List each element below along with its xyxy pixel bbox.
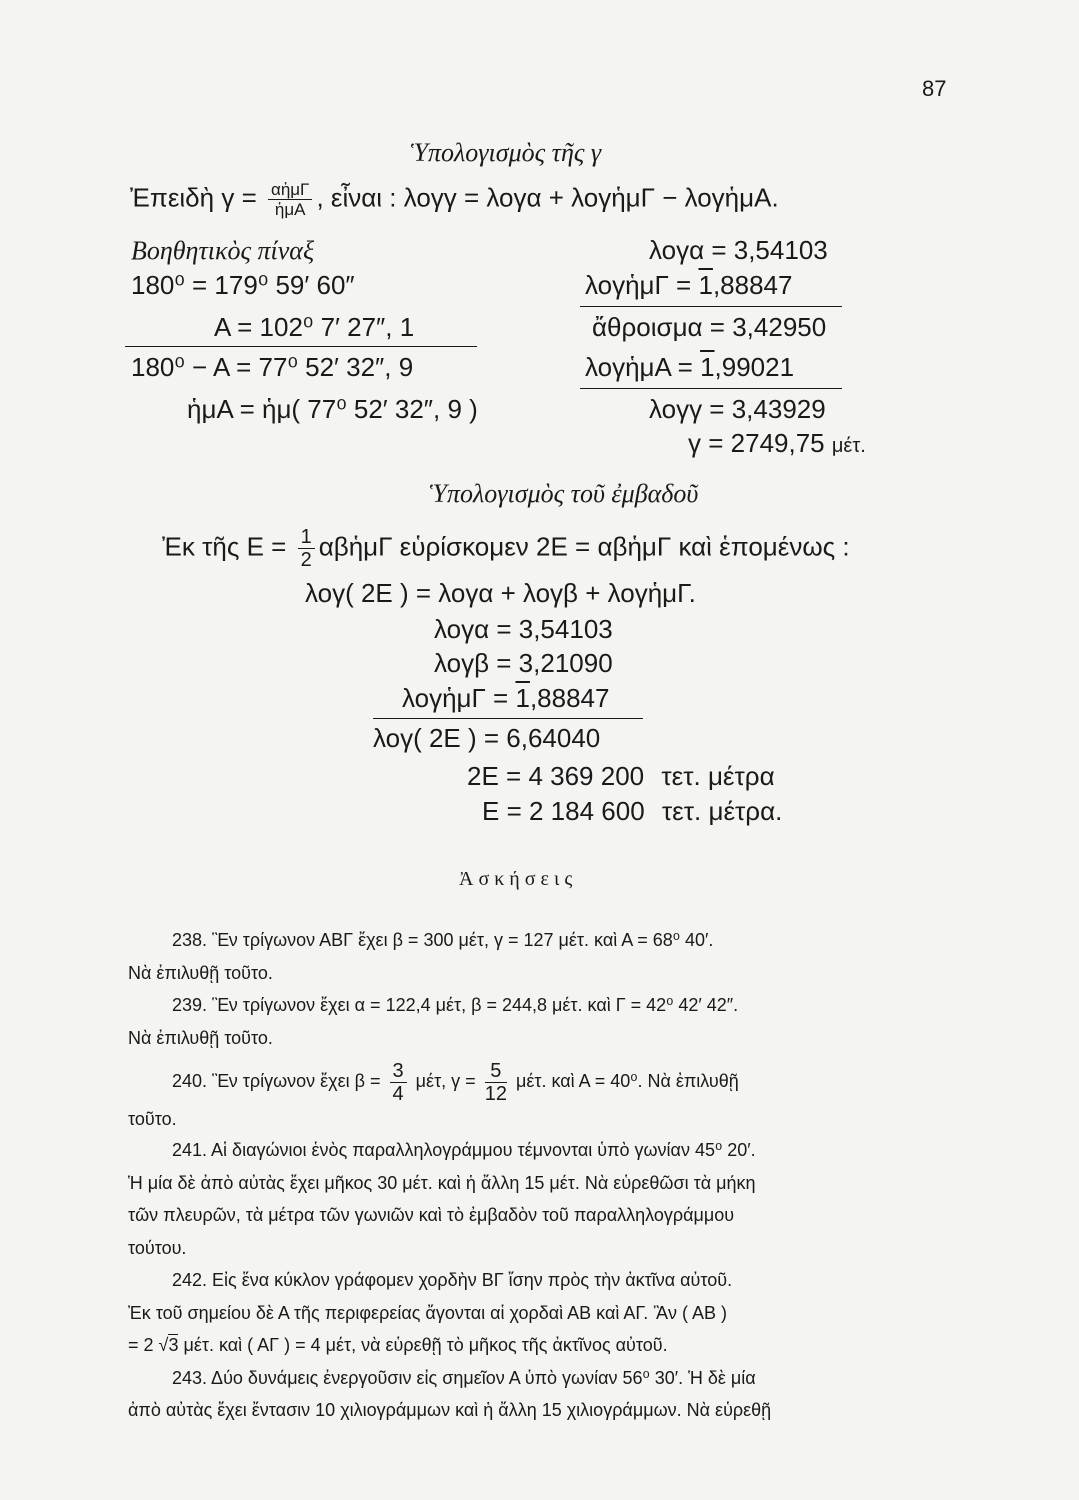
aux-rule — [125, 346, 477, 347]
area-line-2: λογ( 2Ε ) = λογα + λογβ + λογἡμΓ. — [305, 578, 696, 608]
characteristic: 1 — [698, 270, 713, 300]
text: μέτ. καὶ Α = 40⁰. Νὰ ἐπιλυθῇ — [515, 1071, 739, 1091]
exercise-241-line-2: Ἡ μία δὲ ἀπὸ αὐτὰς ἔχει μῆκος 30 μέτ. καὶ ἡ ἄλλη 15 μέτ. Νὰ εὑρεθῶσι τὰ μήκη — [128, 1172, 756, 1193]
area-logsinG — [402, 683, 609, 714]
area-rule — [373, 718, 643, 719]
aux-row-3: 180⁰ − Α = 77⁰ 52′ 32″, 9 — [131, 352, 414, 382]
value: 3,42950 — [732, 312, 827, 342]
mantissa: ,88847 — [529, 683, 610, 713]
area-2E — [467, 761, 775, 792]
value: 3,43929 — [731, 394, 826, 424]
text: μέτ, γ = — [415, 1071, 476, 1091]
label: λογβ = — [434, 648, 512, 678]
gamma-frac-den: ἡμΑ — [274, 200, 306, 219]
mantissa: ,99021 — [714, 352, 795, 382]
gamma-frac-num: αἡμΓ — [268, 180, 312, 200]
value: 3,54103 — [518, 614, 613, 644]
label: λογἡμΑ = — [585, 352, 693, 382]
text: μέτ. καὶ ( ΑΓ ) = 4 μέτ, νὰ εὑρεθῇ τὸ μῆκος τῆς ἀκτῖνος αὐτοῦ. — [183, 1335, 668, 1355]
exercises-list — [128, 924, 948, 1427]
exercise-239-line-2: Νὰ ἐπιλυθῇ τοῦτο. — [128, 1027, 273, 1048]
exercise-242-line-1: 242. Εἰς ἕνα κύκλον γράφομεν χορδὴν ΒΓ ἴσην πρὸς τὴν ἀκτῖνα αὐτοῦ. — [172, 1270, 733, 1290]
unit: μέτ. — [831, 435, 866, 457]
aux-row-4: ἡμΑ = ἡμ( 77⁰ 52′ 32″, 9 ) — [187, 394, 478, 424]
exercise-238-line-1: 238. Ἓν τρίγωνον ΑΒΓ ἔχει β = 300 μέτ, γ = 127 μέτ. καὶ Α = 68⁰ 40′. — [172, 930, 714, 950]
area-E — [482, 796, 782, 827]
exercise-243-line-2: ἀπὸ αὐτὰς ἔχει ἔντασιν 10 χιλιογράμμων καὶ ἡ ἄλλη 15 χιλιογράμμων. Νὰ εὑρεθῇ — [128, 1400, 772, 1420]
area-fraction — [298, 526, 315, 571]
fraction-3-4 — [390, 1060, 407, 1105]
section-title-area: Ὑπολογισμὸς τοῦ ἐμβαδοῦ — [430, 479, 699, 508]
label: Ε = — [482, 796, 522, 826]
label: ἄθροισμα = — [592, 312, 725, 342]
area-logb — [434, 648, 613, 679]
num: 3 — [390, 1060, 407, 1083]
aux-row-2: Α = 102⁰ 7′ 27″, 1 — [214, 312, 415, 342]
area-line-1 — [162, 526, 850, 571]
num: 5 — [485, 1060, 507, 1083]
exercise-240-line-2: τοῦτο. — [128, 1109, 177, 1129]
den: 12 — [484, 1082, 507, 1105]
area-line1-prefix: Ἐκ τῆς Ε = — [162, 531, 287, 562]
right-rule-2 — [580, 388, 842, 389]
value: 2 184 600 — [528, 796, 645, 826]
label: λογἡμΓ = — [402, 683, 509, 713]
gamma-intro-prefix: Ἐπειδὴ γ = — [130, 182, 257, 213]
exercise-242-line-2: Ἐκ τοῦ σημείου δὲ Α τῆς περιφερείας ἄγονται αἱ χορδαὶ ΑΒ καὶ ΑΓ. Ἂν ( ΑΒ ) — [128, 1302, 727, 1323]
section-title-exercises: Ἀσκήσεις — [459, 868, 578, 890]
label: 2Ε = — [467, 761, 522, 791]
right-g — [688, 428, 866, 459]
exercise-238-line-2: Νὰ ἐπιλυθῇ τοῦτο. — [128, 962, 273, 983]
right-loga — [649, 235, 828, 266]
page-number: 87 — [922, 76, 947, 101]
label: γ = — [688, 428, 724, 458]
right-rule-1 — [580, 306, 842, 307]
exercise-239-line-1: 239. Ἓν τρίγωνον ἔχει α = 122,4 μέτ, β = 244,8 μέτ. καὶ Γ = 42⁰ 42′ 42″. — [172, 995, 739, 1015]
unit: τετ. μέτρα. — [661, 796, 783, 826]
value: 4 369 200 — [528, 761, 645, 791]
value: 2749,75 — [730, 428, 825, 458]
label: λογἡμΓ = — [585, 270, 692, 300]
exercise-241-line-4: τούτου. — [128, 1237, 187, 1258]
text: 240. Ἓν τρίγωνον ἔχει β = — [172, 1071, 381, 1091]
gamma-intro-line — [130, 180, 779, 219]
area-frac-num: 1 — [298, 526, 315, 549]
sqrt-symbol: √ — [158, 1335, 169, 1355]
aux-row-1: 180⁰ = 179⁰ 59′ 60″ — [131, 270, 355, 300]
right-logsinG — [585, 270, 792, 301]
area-loga — [434, 614, 613, 645]
value: 6,64040 — [506, 723, 601, 753]
right-sum — [592, 312, 826, 343]
value: 3,54103 — [733, 235, 828, 265]
exercise-242-line-3 — [128, 1329, 948, 1362]
characteristic: 1 — [515, 683, 530, 713]
area-line1-suffix: αβἡμΓ εὑρίσκομεν 2Ε = αβἡμΓ καὶ ἑπομένως : — [318, 531, 850, 562]
right-logsinA — [585, 352, 794, 383]
exercise-241-line-3: τῶν πλευρῶν, τὰ μέτρα τῶν γωνιῶν καὶ τὸ ἐμβαδὸν τοῦ παραλληλογράμμου — [128, 1205, 735, 1225]
label: λογα = — [649, 235, 727, 265]
den: 4 — [392, 1082, 404, 1105]
exercise-240-line-1 — [128, 1058, 948, 1104]
fraction-5-12 — [485, 1060, 507, 1105]
label: λογγ = — [649, 394, 725, 424]
value: 3,21090 — [518, 648, 613, 678]
label: λογ( 2Ε ) = — [373, 723, 500, 753]
gamma-fraction — [268, 180, 312, 219]
area-log2E — [373, 723, 600, 754]
label: λογα = — [434, 614, 512, 644]
unit: τετ. μέτρα — [661, 761, 775, 791]
area-frac-den: 2 — [300, 549, 312, 571]
right-logg — [649, 394, 826, 425]
section-title-gamma: Ὑπολογισμὸς τῆς γ — [411, 138, 602, 167]
aux-table-title: Βοηθητικὸς πίναξ — [131, 236, 315, 265]
mantissa: ,88847 — [712, 270, 793, 300]
characteristic: 1 — [700, 352, 715, 382]
exercise-243-line-1: 243. Δύο δυνάμεις ἐνεργοῦσιν εἰς σημεῖον Α ὑπὸ γωνίαν 56⁰ 30′. Ἡ δὲ μία — [172, 1367, 756, 1388]
radicand: 3 — [168, 1335, 179, 1355]
gamma-intro-suffix: , εἶναι : λογγ = λογα + λογἡμΓ − λογἡμΑ. — [316, 182, 779, 213]
text: = 2 — [128, 1335, 154, 1355]
exercise-241-line-1: 241. Αἱ διαγώνιοι ἑνὸς παραλληλογράμμου τέμνονται ὑπὸ γωνίαν 45⁰ 20′. — [172, 1140, 756, 1160]
